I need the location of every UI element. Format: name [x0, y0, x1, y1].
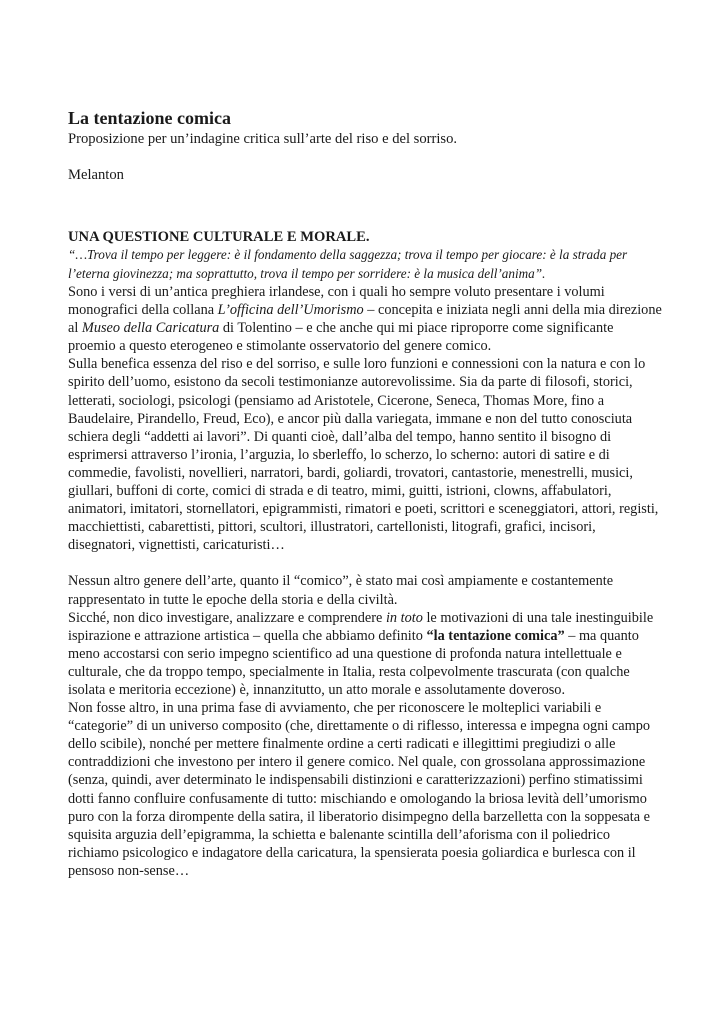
author-name: Melanton [68, 167, 124, 183]
epigraph-quote: “…Trova il tempo per leggere: è il fondamento della saggezza; trova il tempo per giocare: è la strada per l’eterna giovinezza; ma soprattutto, trova il tempo per sorridere: è la musica dell’anima”. [68, 247, 628, 281]
paragraph-5: Non fosse altro, in una prima fase di avviamento, che per riconoscere le molteplici variabili e “categorie” di un universo composito (che, direttamente o di riflesso, interessa e impegna ogni campo dello scibile), nonché per mettere finalmente ordine a certi radicati e illegittimi pregiudizi o alle contraddizioni che investono per intero il genere comico. Nel quale, con grossolana approssimazione (senza, quindi, aver determinato le indispensabili distinzioni e caratterizzazioni) perfino stimatissimi dotti fanno confluire confusamente di tutto: mischiando e omologando la briosa levità dell’umorismo puro con la forza dirompente della satira, il liberatorio disimpegno della barzelletta con la soppesata e squisita arguzia dell’epigramma, la schietta e balenante scintilla dell’aforisma con il poliedrico richiamo psicologico e indagatore della caricatura, la spensierata poesia goliardica e burlesca con il pensoso non-sense… [68, 700, 651, 879]
paragraph-2: Sulla benefica essenza del riso e del sorriso, e sulle loro funzioni e connessioni con la natura e con lo spirito dell’uomo, esistono da secoli testimonianze autorevolissime. Sia da parte di filosofi, storici, letterati, sociologi, psicologi (pensiamo ad Aristotele, Cicerone, Seneca, Thomas More, fino a Baudelaire, Pirandello, Freud, Eco), e ancor più dalla variegata, immane e non del tutto conosciuta schiera degli “addetti ai lavori”. Di quanti cioè, dall’alba del tempo, hanno sentito il bisogno di esprimersi attraverso l’ironia, l’arguzia, lo sberleffo, lo scherzo, lo scherno: autori di satire e di commedie, favolisti, novellieri, narratori, bardi, goliardi, trovatori, cantastorie, menestrelli, musici, giullari, buffoni di corte, comici di strada e di teatro, mimi, guitti, istrioni, clowns, affabulatori, animatori, imitatori, stornellatori, epigrammisti, rimatori e poeti, scrittori e sceneggiatori, attori, registi, macchiettisti, cabarettisti, pittori, scultori, illustratori, cartellonisti, litografi, grafici, incisori, disegnatori, vignettisti, caricaturisti… [68, 356, 659, 554]
document-subtitle: Proposizione per un’indagine critica sull’arte del riso e del sorriso. [68, 131, 458, 147]
paragraph-gap [68, 554, 664, 572]
paragraph-3: Nessun altro genere dell’arte, quanto il “comico”, è stato mai così ampiamente e costantemente rappresentato in tutte le epoche della storia e della civiltà. [68, 573, 614, 608]
key-term: “la tentazione comica” [426, 627, 565, 644]
latin-phrase: in toto [385, 609, 423, 626]
document-title: La tentazione comica [68, 108, 231, 128]
section-heading: UNA QUESTIONE CULTURALE E MORALE. [68, 229, 370, 245]
museum-name: Museo della Caricatura [81, 320, 220, 337]
paragraph-4: Sicché, non dico investigare, analizzare e comprendere in toto le motivazioni di una tale inestinguibile ispirazione e attrazione artistica – quella che abbiamo definito “la tentazione comica” – ma quanto meno accostarsi con serio impegno scientifico ad una questione di profonda natura intellettuale e culturale, che da troppo tempo, specialmente in Italia, resta colpevolmente trascurata (con qualche isolata e meritoria eccezione) è, innanzitutto, un atto morale e assolutamente doveroso. [68, 609, 654, 698]
paragraph-1: Sono i versi di un’antica preghiera irlandese, con i quali ho sempre voluto presentare i volumi monografici della collana L’officina dell’Umorismo – concepita e iniziata negli anni della mia direzione al Museo della Caricatura di Tolentino – e che anche qui mi piace riproporre come significante proemio a questo eterogeneo e stimolante osservatorio del genere comico. [68, 284, 662, 355]
series-title: L’officina dell’Umorismo [217, 302, 364, 319]
